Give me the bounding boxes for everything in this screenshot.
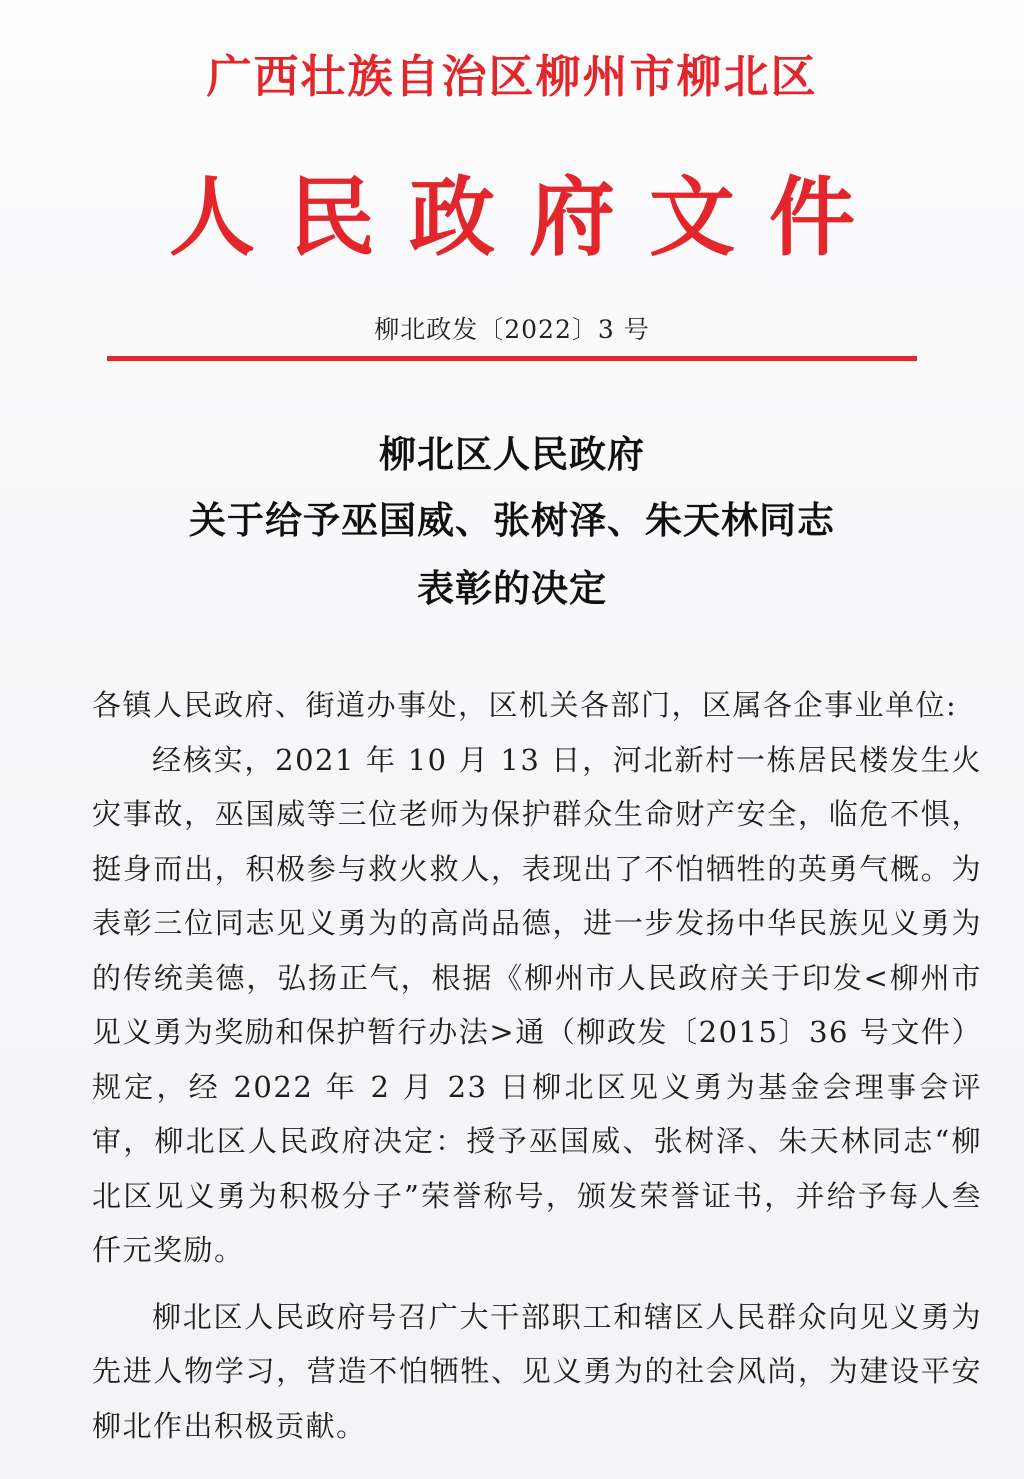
paragraph-gap — [92, 1278, 982, 1290]
paragraph-appeal: 柳北区人民政府号召广大干部职工和辖区人民群众向见义勇为先进人物学习，营造不怕牺牲、见义勇为的社会风尚，为建设平安柳北作出积极贡献。 — [92, 1299, 982, 1443]
document-body — [92, 678, 982, 1453]
salutation: 各镇人民政府、街道办事处，区机关各部门，区属各企事业单位: — [92, 688, 958, 722]
title-line-3: 表彰的决定 — [417, 566, 607, 610]
document-type-heading: 人民政府文件 — [169, 168, 889, 268]
red-divider — [107, 356, 917, 361]
document-number: 柳北政发〔2022〕3 号 — [374, 315, 650, 344]
title-line-2: 关于给予巫国威、张树泽、朱天林同志 — [189, 498, 835, 542]
title-line-1: 柳北区人民政府 — [379, 432, 645, 476]
issuer-heading: 广西壮族自治区柳州市柳北区 — [206, 50, 818, 103]
paragraph-decision: 经核实，2021 年 10 月 13 日，河北新村一栋居民楼发生火灾事故，巫国威等三位老师为保护群众生命财产安全，临危不惧，挺身而出，积极参与救火救人，表现出了不怕牺牲的英勇气概。为表彰三位同志见义勇为的高尚品德，进一步发扬中华民族见义勇为的传统美德，弘扬正气，根据《柳州市人民政府关于印发<柳州市见义勇为奖励和保护暂行办法>通（柳政发〔2015〕36 号文件）规定，经 2022 年 2 月 23 日柳北区见义勇为基金会理事会评审，柳北区人民政府决定：授予巫国威、张树泽、朱天林同志“柳北区见义勇为积极分子”荣誉称号，颁发荣誉证书，并给予每人叁仟元奖励。 — [92, 742, 982, 1267]
